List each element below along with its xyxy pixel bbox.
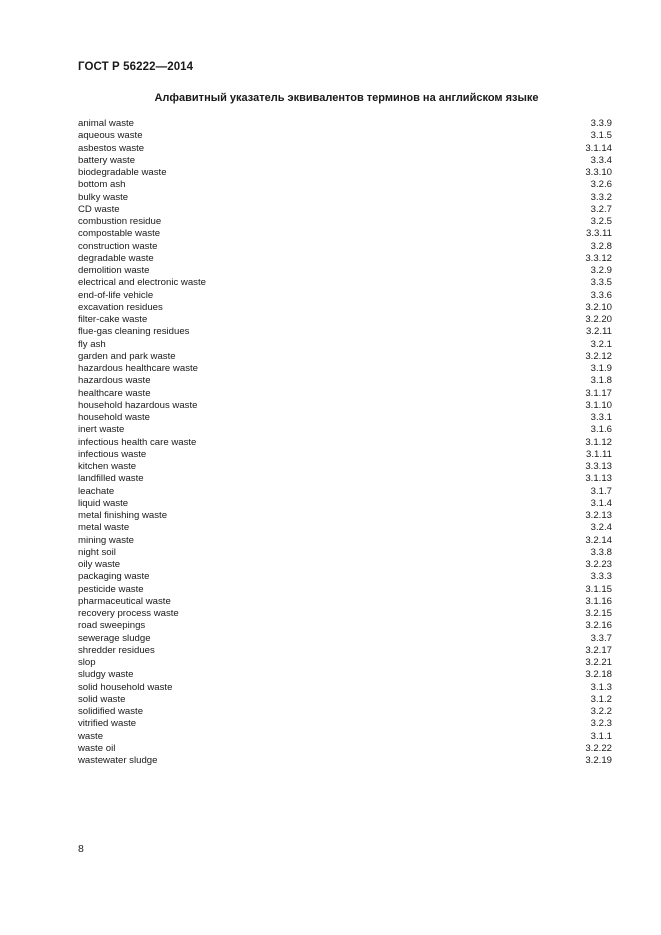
index-term: solid household waste <box>78 681 173 693</box>
index-entry <box>78 620 612 632</box>
index-term: end-of-life vehicle <box>78 289 154 301</box>
index-term: night soil <box>78 546 116 558</box>
index-reference: 3.2.10 <box>585 301 612 313</box>
index-term: solid waste <box>78 693 126 705</box>
index-entry <box>78 559 612 571</box>
index-entry <box>78 351 612 363</box>
index-entry <box>78 645 612 657</box>
index-term: fly ash <box>78 338 106 350</box>
index-entry <box>78 596 612 608</box>
index-entry <box>78 400 612 412</box>
index-term: degradable waste <box>78 252 154 264</box>
index-term: slop <box>78 657 96 668</box>
index-term: excavation residues <box>78 301 163 313</box>
index-reference: 3.2.17 <box>585 644 612 656</box>
index-reference: 3.1.15 <box>585 583 612 595</box>
index-entry <box>78 694 612 706</box>
index-entry <box>78 253 612 265</box>
index-reference: 3.2.5 <box>590 216 612 227</box>
index-reference: 3.1.8 <box>590 375 612 387</box>
term-index-list <box>78 118 612 767</box>
index-reference: 3.1.6 <box>590 424 612 436</box>
index-reference: 3.3.3 <box>590 571 612 583</box>
index-reference: 3.2.16 <box>585 620 612 632</box>
index-title <box>0 92 661 104</box>
standard-designation: ГОСТ Р 56222—2014 <box>78 61 194 73</box>
index-term: CD waste <box>78 203 120 215</box>
index-entry <box>78 277 612 289</box>
index-term: solidified waste <box>78 706 144 717</box>
index-term: household hazardous waste <box>78 399 198 411</box>
index-term: battery waste <box>78 154 136 166</box>
index-reference: 3.3.11 <box>586 228 612 240</box>
index-reference: 3.2.1 <box>590 338 612 350</box>
index-reference: 3.2.22 <box>585 742 612 754</box>
index-term: kitchen waste <box>78 461 137 472</box>
index-reference: 3.3.13 <box>585 461 612 472</box>
index-term: construction waste <box>78 240 158 252</box>
index-reference: 3.2.21 <box>585 657 612 668</box>
index-term: metal finishing waste <box>78 510 168 521</box>
index-term: packaging waste <box>78 571 150 583</box>
index-term: inert waste <box>78 424 125 436</box>
index-entry <box>78 265 612 277</box>
index-reference: 3.2.3 <box>590 718 612 730</box>
index-reference: 3.2.9 <box>590 265 612 276</box>
index-reference: 3.2.23 <box>585 559 612 570</box>
index-term: waste oil <box>78 742 116 754</box>
index-term: animal waste <box>78 118 134 129</box>
index-entry <box>78 155 612 167</box>
index-reference: 3.2.20 <box>585 314 612 325</box>
index-entry <box>78 326 612 338</box>
index-term: household waste <box>78 412 151 423</box>
index-reference: 3.3.7 <box>590 632 612 644</box>
index-entry <box>78 584 612 596</box>
index-term: infectious health care waste <box>78 436 197 448</box>
index-entry <box>78 302 612 314</box>
index-entry <box>78 657 612 669</box>
index-reference: 3.1.4 <box>590 497 612 509</box>
index-term: vitrified waste <box>78 718 137 730</box>
index-entry <box>78 130 612 142</box>
index-term: road sweepings <box>78 620 146 632</box>
index-reference: 3.3.10 <box>585 167 612 178</box>
index-entry <box>78 706 612 718</box>
index-term: garden and park waste <box>78 350 176 362</box>
index-entry <box>78 437 612 449</box>
index-term: waste <box>78 730 104 742</box>
index-entry <box>78 179 612 191</box>
index-entry <box>78 314 612 326</box>
index-entry <box>78 755 612 767</box>
index-term: compostable waste <box>78 228 161 240</box>
index-reference: 3.2.6 <box>590 179 612 191</box>
index-reference: 3.3.6 <box>590 289 612 301</box>
index-reference: 3.1.13 <box>585 473 612 485</box>
index-reference: 3.1.10 <box>585 399 612 411</box>
index-entry <box>78 375 612 387</box>
index-term: shredder residues <box>78 644 155 656</box>
index-entry <box>78 743 612 755</box>
index-entry <box>78 608 612 620</box>
index-reference: 3.1.11 <box>586 448 612 460</box>
index-entry <box>78 339 612 351</box>
index-term: wastewater sludge <box>78 755 158 766</box>
index-term: mining waste <box>78 534 134 546</box>
index-entry <box>78 486 612 498</box>
index-term: flue-gas cleaning residues <box>78 326 190 338</box>
index-reference: 3.3.12 <box>585 252 612 264</box>
index-term: pharmaceutical waste <box>78 595 171 607</box>
index-reference: 3.2.15 <box>585 608 612 619</box>
index-entry <box>78 498 612 510</box>
index-entry <box>78 682 612 694</box>
index-entry <box>78 363 612 375</box>
index-reference: 3.1.5 <box>590 130 612 142</box>
index-entry <box>78 118 612 130</box>
index-entry <box>78 424 612 436</box>
index-term: leachate <box>78 485 115 497</box>
index-term: pesticide waste <box>78 583 144 595</box>
index-reference: 3.3.5 <box>590 277 612 289</box>
index-term: infectious waste <box>78 448 147 460</box>
index-reference: 3.1.16 <box>585 595 612 607</box>
index-term: bulky waste <box>78 191 129 203</box>
index-reference: 3.2.14 <box>585 534 612 546</box>
index-term: aqueous waste <box>78 130 143 142</box>
index-entry <box>78 143 612 155</box>
index-reference: 3.2.7 <box>590 203 612 215</box>
index-reference: 3.2.13 <box>585 510 612 521</box>
index-entry <box>78 510 612 522</box>
index-reference: 3.1.2 <box>590 693 612 705</box>
index-reference: 3.1.17 <box>585 387 612 399</box>
index-term: bottom ash <box>78 179 126 191</box>
index-reference: 3.3.4 <box>590 154 612 166</box>
index-term: sludgy waste <box>78 669 134 681</box>
page-number: 8 <box>78 843 84 855</box>
index-reference: 3.3.8 <box>590 546 612 558</box>
index-reference: 3.1.12 <box>585 436 612 448</box>
index-entry <box>78 228 612 240</box>
index-entry <box>78 204 612 216</box>
index-entry <box>78 669 612 681</box>
index-entry <box>78 290 612 302</box>
index-entry <box>78 216 612 228</box>
index-reference: 3.1.14 <box>585 142 612 154</box>
index-entry <box>78 412 612 424</box>
index-entry <box>78 522 612 534</box>
index-reference: 3.2.11 <box>586 326 612 338</box>
index-entry <box>78 473 612 485</box>
index-term: landfilled waste <box>78 473 144 485</box>
index-reference: 3.1.1 <box>590 730 612 742</box>
index-term: sewerage sludge <box>78 632 151 644</box>
index-reference: 3.1.3 <box>590 681 612 693</box>
index-entry <box>78 461 612 473</box>
index-term: liquid waste <box>78 497 129 509</box>
index-reference: 3.2.19 <box>585 755 612 766</box>
index-term: demolition waste <box>78 265 150 276</box>
index-entry <box>78 731 612 743</box>
index-term: oily waste <box>78 559 121 570</box>
index-entry <box>78 535 612 547</box>
index-reference: 3.3.2 <box>590 191 612 203</box>
index-reference: 3.3.9 <box>590 118 612 129</box>
index-reference: 3.2.18 <box>585 669 612 681</box>
index-term: hazardous healthcare waste <box>78 363 198 374</box>
index-term: hazardous waste <box>78 375 151 387</box>
index-reference: 3.3.1 <box>590 412 612 423</box>
index-entry <box>78 192 612 204</box>
index-entry <box>78 449 612 461</box>
index-entry <box>78 633 612 645</box>
index-term: asbestos waste <box>78 142 145 154</box>
index-entry <box>78 241 612 253</box>
index-entry <box>78 571 612 583</box>
index-entry <box>78 718 612 730</box>
index-term: biodegradable waste <box>78 167 167 178</box>
index-reference: 3.1.9 <box>590 363 612 374</box>
index-title-text: Алфавитный указатель эквивалентов терминов на английском языке <box>154 92 539 104</box>
index-reference: 3.2.8 <box>590 240 612 252</box>
index-term: metal waste <box>78 522 130 534</box>
index-entry <box>78 547 612 559</box>
index-term: healthcare waste <box>78 387 151 399</box>
index-term: electrical and electronic waste <box>78 277 206 289</box>
index-entry <box>78 167 612 179</box>
index-reference: 3.2.2 <box>590 706 612 717</box>
index-reference: 3.1.7 <box>590 485 612 497</box>
index-term: combustion residue <box>78 216 162 227</box>
index-term: recovery process waste <box>78 608 179 619</box>
index-entry <box>78 388 612 400</box>
index-reference: 3.2.12 <box>585 350 612 362</box>
index-reference: 3.2.4 <box>590 522 612 534</box>
index-term: filter-cake waste <box>78 314 148 325</box>
